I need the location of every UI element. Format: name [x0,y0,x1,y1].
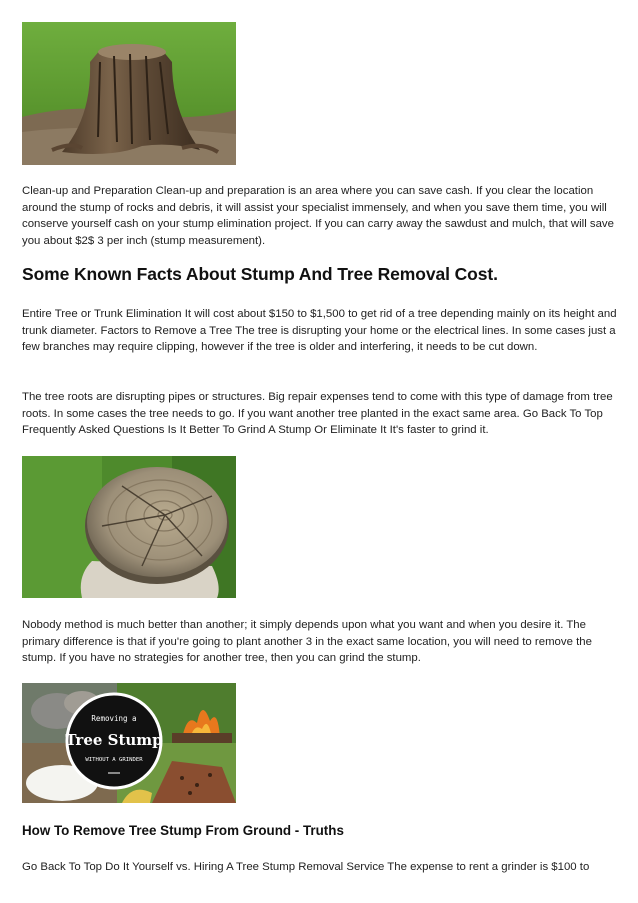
stump-cross-section-photo-icon [22,456,236,598]
badge-line-3: WITHOUT A GRINDER [85,757,143,763]
stump-removal-collage [22,683,236,803]
paragraph: Nobody method is much better than another; it simply depends upon what you want and when you desire it. The primary difference is that if you're going to plant another 3 in the exact same location, you will need to remove the stump. If you have no strategies for another tree, then you can grind the stump. [22,619,592,665]
stump-removal-collage-icon [22,683,236,803]
tree-stump-photo-icon [22,22,236,165]
paragraph: Go Back To Top Do It Yourself vs. Hiring A Tree Stump Removal Service The expense to rent a grinder is $100 to [22,861,590,873]
section-heading: Some Known Facts About Stump And Tree Removal Cost. [22,264,498,284]
badge-line-2: Tree Stump [65,731,163,749]
badge-line-1: Removing a [91,714,137,723]
paragraph: Clean-up and Preparation Clean-up and preparation is an area where you can save cash. If you clear the location around the stump of rocks and debris, it will assist your specialist immensely, and when you save them time, you will conserve yourself cash on your stump elimination project. If you can carry away the sawdust and mulch, that will save you about $2$ 3 per inch (stump measurement). [22,185,614,248]
stump-cross-section-photo [22,456,236,598]
paragraph: The tree roots are disrupting pipes or structures. Big repair expenses tend to come with this type of damage from tree roots. In some cases the tree needs to go. If you want another tree planted in the exact same area. Go Back To Top Frequently Asked Questions Is It Better To Grind A Stump Or Eliminate It It's faster to grind it. [22,391,613,437]
tree-stump-photo [22,22,236,165]
paragraph: Entire Tree or Trunk Elimination It will cost about $150 to $1,500 to get rid of a tree depending mainly on its height and trunk diameter. Factors to Remove a Tree The tree is disrupting your home or the electrical lines. In some cases just a few branches may require clipping, however if the tree is older and interfering, it needs to be cut down. [22,308,617,354]
subsection-heading: How To Remove Tree Stump From Ground - Truths [22,823,344,838]
